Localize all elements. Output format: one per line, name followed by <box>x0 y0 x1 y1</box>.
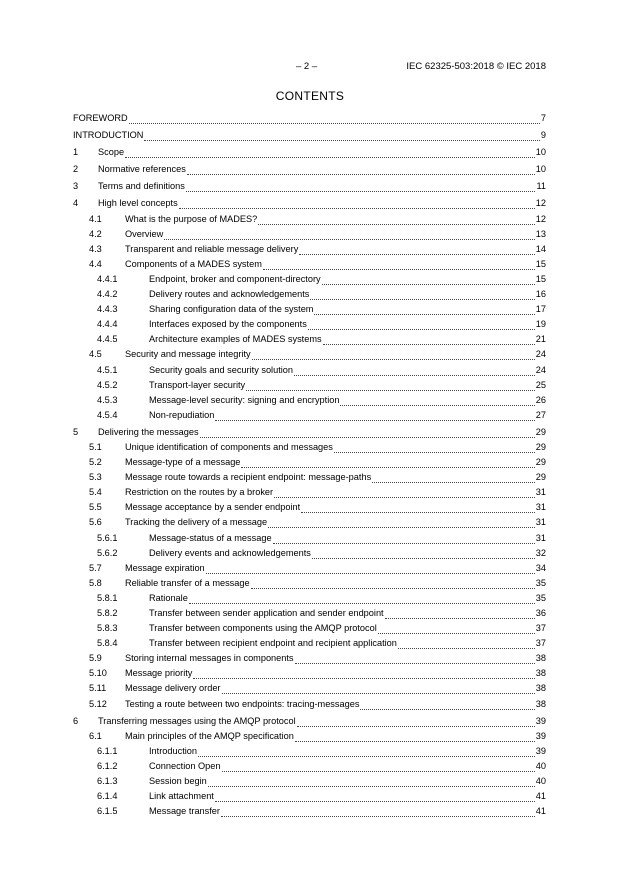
toc-entry[interactable] <box>73 559 546 574</box>
toc-entry-label: Interfaces exposed by the components <box>149 319 307 330</box>
toc-entry-page: 10 <box>535 147 546 158</box>
toc-entry[interactable] <box>73 406 546 421</box>
toc-entry-label: Message transfer <box>149 806 220 817</box>
toc-entry-page: 37 <box>535 638 546 649</box>
toc-entry-label: Rationale <box>149 592 188 603</box>
page-number: – 2 – <box>296 61 318 72</box>
toc-entry-number: 5 <box>73 426 79 437</box>
toc-entry-number: 4.3 <box>89 243 102 254</box>
toc-entry-label: Transferring messages using the AMQP protocol <box>98 715 296 726</box>
toc-entry-label: Delivery routes and acknowledgements <box>149 289 310 300</box>
toc-entry-page: 13 <box>535 228 546 239</box>
dot-leader <box>297 718 535 727</box>
dot-leader <box>258 216 535 225</box>
toc-entry-number: 6 <box>73 715 79 726</box>
toc-entry-label: Reliable transfer of a message <box>125 577 250 588</box>
toc-entry-number: 6.1.3 <box>97 776 118 787</box>
dot-leader <box>206 565 535 574</box>
toc-entry-number: 5.3 <box>89 472 102 483</box>
toc-entry-label: Message acceptance by a sender endpoint <box>125 502 301 513</box>
toc-entry-number: 4.5.4 <box>97 409 118 420</box>
toc-entry[interactable] <box>73 141 546 158</box>
toc-entry-label: Non-repudiation <box>149 409 215 420</box>
dot-leader <box>144 132 539 141</box>
toc-entry-label: Session begin <box>149 776 207 787</box>
toc-entry-label: What is the purpose of MADES? <box>125 213 258 224</box>
toc-entry-number: 3 <box>73 181 79 192</box>
toc-entry[interactable] <box>73 158 546 175</box>
toc-entry-label: Message expiration <box>125 562 205 573</box>
dot-leader <box>208 778 535 787</box>
toc-entry-page: 15 <box>535 258 546 269</box>
dot-leader <box>241 459 534 468</box>
toc-entry-number: 5.1 <box>89 441 102 452</box>
dot-leader <box>215 412 534 421</box>
dot-leader <box>372 474 535 483</box>
dot-leader <box>274 489 535 498</box>
dot-leader <box>252 351 535 360</box>
toc-entry[interactable] <box>73 589 546 604</box>
toc-entry-number: 4 <box>73 198 79 209</box>
toc-entry-page: 36 <box>535 608 546 618</box>
toc-entry-number: 4.5.1 <box>97 364 118 375</box>
toc-entry-page: 39 <box>535 730 546 741</box>
toc-entry-page: 29 <box>535 426 546 437</box>
toc-entry-label: Transfer between sender application and sender endpoint <box>149 608 384 618</box>
toc-entry-page: 24 <box>535 349 546 360</box>
toc-entry-page: 7 <box>540 113 546 123</box>
toc-entry[interactable] <box>73 757 546 772</box>
toc-entry[interactable] <box>73 360 546 375</box>
toc-entry-page: 32 <box>535 547 546 558</box>
toc-entry[interactable] <box>73 124 546 141</box>
toc-entry-label: Main principles of the AMQP specification <box>125 730 294 741</box>
toc-entry-number: 6.1.2 <box>97 760 118 771</box>
toc-entry-page: 31 <box>535 517 546 528</box>
toc-entry-page: 14 <box>535 243 546 254</box>
toc-entry-number: 6.1.1 <box>97 745 118 756</box>
dot-leader <box>378 625 535 634</box>
toc-entry[interactable] <box>73 240 546 255</box>
toc-entry[interactable] <box>73 192 546 209</box>
toc-entry-page: 31 <box>535 532 546 543</box>
toc-entry[interactable] <box>73 113 546 124</box>
document-id: IEC 62325-503:2018 © IEC 2018 <box>406 61 546 72</box>
page-header <box>0 61 620 75</box>
dot-leader <box>314 306 534 315</box>
toc-entry-number: 5.8.2 <box>97 608 118 618</box>
toc-entry-label: INTRODUCTION <box>73 130 144 141</box>
toc-entry-page: 40 <box>535 760 546 771</box>
toc-entry-label: Security and message integrity <box>125 349 251 360</box>
toc-entry-number: 4.4 <box>89 258 102 269</box>
toc-entry-number: 4.4.2 <box>97 289 118 300</box>
toc-entry-page: 38 <box>535 668 546 679</box>
dot-leader <box>193 670 534 679</box>
toc-entry-label: Tracking the delivery of a message <box>125 517 268 528</box>
toc-entry-number: 4.5.2 <box>97 379 118 390</box>
toc-entry-number: 4.5.3 <box>97 394 118 405</box>
toc-entry-label: Sharing configuration data of the system <box>149 304 314 315</box>
toc-entry-label: Security goals and security solution <box>149 364 294 375</box>
toc-entry-label: Connection Open <box>149 760 221 771</box>
toc-entry-number: 5.9 <box>89 653 102 664</box>
toc-entry-label: Delivery events and acknowledgements <box>149 547 311 558</box>
dot-leader <box>222 685 535 694</box>
toc-entry-page: 38 <box>535 653 546 664</box>
toc-entry[interactable] <box>73 574 546 589</box>
toc-entry[interactable] <box>73 694 546 709</box>
dot-leader <box>294 367 535 376</box>
toc-entry-label: FOREWORD <box>73 113 128 123</box>
toc-entry-page: 12 <box>535 198 546 209</box>
toc-entry[interactable] <box>73 772 546 787</box>
toc-entry[interactable] <box>73 345 546 360</box>
toc-entry[interactable] <box>73 391 546 406</box>
table-of-contents <box>73 113 546 817</box>
toc-entry[interactable] <box>73 453 546 468</box>
toc-entry[interactable] <box>73 225 546 240</box>
toc-entry-label: Testing a route between two endpoints: tracing-messages <box>125 698 360 709</box>
dot-leader <box>273 535 535 544</box>
toc-entry-number: 5.8 <box>89 577 102 588</box>
toc-entry-page: 31 <box>535 487 546 498</box>
dot-leader <box>385 610 535 619</box>
toc-entry-page: 25 <box>535 379 546 390</box>
toc-entry[interactable] <box>73 649 546 664</box>
toc-entry-page: 15 <box>535 273 546 284</box>
toc-entry-number: 1 <box>73 147 79 158</box>
toc-entry-page: 9 <box>540 130 546 141</box>
toc-entry[interactable] <box>73 285 546 300</box>
dot-leader <box>164 231 534 240</box>
toc-entry-page: 11 <box>536 181 546 192</box>
toc-entry-label: Transparent and reliable message delivery <box>125 243 299 254</box>
toc-entry[interactable] <box>73 664 546 679</box>
toc-entry[interactable] <box>73 528 546 543</box>
toc-entry-page: 40 <box>535 776 546 787</box>
dot-leader <box>310 291 534 300</box>
toc-entry[interactable] <box>73 300 546 315</box>
toc-entry-number: 5.8.3 <box>97 623 118 634</box>
toc-entry-label: Endpoint, broker and component-directory <box>149 273 321 284</box>
dot-leader <box>334 444 535 453</box>
toc-entry-label: Storing internal messages in components <box>125 653 294 664</box>
toc-entry[interactable] <box>73 270 546 285</box>
toc-entry[interactable] <box>73 421 546 438</box>
toc-entry-label: Terms and definitions <box>98 181 185 192</box>
toc-entry-number: 5.7 <box>89 562 102 573</box>
toc-entry-label: Architecture examples of MADES systems <box>149 334 322 345</box>
toc-entry-number: 5.5 <box>89 502 102 513</box>
toc-entry-page: 35 <box>535 577 546 588</box>
toc-entry-label: Transport-layer security <box>149 379 246 390</box>
toc-entry[interactable] <box>73 802 546 817</box>
toc-entry[interactable] <box>73 787 546 802</box>
toc-entry-page: 37 <box>535 623 546 634</box>
dot-leader <box>221 808 535 817</box>
dot-leader <box>186 183 536 192</box>
toc-entry-page: 39 <box>535 745 546 756</box>
toc-entry-label: Message route towards a recipient endpoint: message-paths <box>125 472 372 483</box>
dot-leader <box>222 763 535 772</box>
toc-entry[interactable] <box>73 634 546 649</box>
toc-entry[interactable] <box>73 727 546 742</box>
dot-leader <box>187 166 535 175</box>
dot-leader <box>295 733 535 742</box>
toc-entry-page: 26 <box>535 394 546 405</box>
dot-leader <box>323 336 535 345</box>
toc-entry-number: 4.4.4 <box>97 319 118 330</box>
dot-leader <box>268 519 535 528</box>
toc-entry-page: 16 <box>535 289 546 300</box>
toc-entry-page: 34 <box>535 562 546 573</box>
toc-entry-number: 4.4.1 <box>97 273 118 284</box>
toc-entry-label: Message delivery order <box>125 683 221 694</box>
toc-entry-page: 41 <box>535 791 546 802</box>
toc-entry[interactable] <box>73 498 546 513</box>
toc-entry-label: Link attachment <box>149 791 214 802</box>
toc-entry-number: 2 <box>73 164 79 175</box>
toc-entry[interactable] <box>73 315 546 330</box>
toc-entry-label: Transfer between components using the AMQP protocol <box>149 623 377 634</box>
dot-leader <box>263 261 535 270</box>
toc-entry-label: Components of a MADES system <box>125 258 262 269</box>
toc-entry-number: 4.4.5 <box>97 334 118 345</box>
toc-entry-label: Delivering the messages <box>98 426 199 437</box>
dot-leader <box>215 793 535 802</box>
toc-entry-number: 5.4 <box>89 487 102 498</box>
toc-entry-label: Transfer between recipient endpoint and recipient application <box>149 638 397 649</box>
toc-entry-label: Unique identification of components and messages <box>125 441 333 452</box>
dot-leader <box>360 701 534 710</box>
toc-entry-number: 5.6 <box>89 517 102 528</box>
dot-leader <box>179 200 535 209</box>
toc-entry-number: 5.12 <box>89 698 107 709</box>
toc-entry-label: Restriction on the routes by a broker <box>125 487 274 498</box>
toc-entry-page: 12 <box>535 213 546 224</box>
dot-leader <box>398 640 535 649</box>
toc-entry-number: 5.2 <box>89 457 102 468</box>
toc-entry-number: 6.1.4 <box>97 791 118 802</box>
toc-entry[interactable] <box>73 513 546 528</box>
toc-entry-page: 31 <box>535 502 546 513</box>
toc-entry[interactable] <box>73 710 546 727</box>
toc-entry[interactable] <box>73 604 546 619</box>
dot-leader <box>308 321 535 330</box>
toc-entry-number: 4.4.3 <box>97 304 118 315</box>
dot-leader <box>251 580 535 589</box>
toc-entry-number: 4.5 <box>89 349 102 360</box>
toc-entry-label: Message-status of a message <box>149 532 272 543</box>
dot-leader <box>295 655 535 664</box>
toc-entry[interactable] <box>73 544 546 559</box>
toc-entry-label: High level concepts <box>98 198 178 209</box>
dot-leader <box>189 595 535 604</box>
dot-leader <box>322 276 535 285</box>
toc-entry-number: 5.11 <box>89 683 107 694</box>
toc-entry-page: 27 <box>535 409 546 420</box>
toc-entry-number: 5.6.2 <box>97 547 118 558</box>
toc-entry-number: 5.10 <box>89 668 107 679</box>
toc-entry-page: 41 <box>535 806 546 817</box>
toc-entry[interactable] <box>73 255 546 270</box>
dot-leader <box>129 115 540 124</box>
toc-entry-page: 10 <box>535 164 546 175</box>
toc-entry-number: 5.8.4 <box>97 638 118 649</box>
toc-entry-page: 29 <box>535 457 546 468</box>
dot-leader <box>200 429 535 438</box>
toc-entry-label: Message priority <box>125 668 193 679</box>
toc-entry-page: 38 <box>535 683 546 694</box>
toc-entry-page: 29 <box>535 472 546 483</box>
toc-entry-page: 39 <box>535 715 546 726</box>
toc-entry-label: Message-level security: signing and encryption <box>149 394 340 405</box>
toc-entry-page: 21 <box>535 334 546 345</box>
toc-entry[interactable] <box>73 619 546 634</box>
toc-entry[interactable] <box>73 679 546 694</box>
toc-entry-number: 5.6.1 <box>97 532 118 543</box>
toc-entry-number: 6.1 <box>89 730 102 741</box>
toc-entry-page: 24 <box>535 364 546 375</box>
toc-entry[interactable] <box>73 468 546 483</box>
toc-entry-page: 29 <box>535 441 546 452</box>
toc-entry[interactable] <box>73 175 546 192</box>
toc-entry-page: 38 <box>535 698 546 709</box>
toc-entry-number: 6.1.5 <box>97 806 118 817</box>
toc-entry-page: 17 <box>535 304 546 315</box>
dot-leader <box>301 504 535 513</box>
dot-leader <box>198 748 535 757</box>
dot-leader <box>312 550 535 559</box>
toc-entry[interactable] <box>73 330 546 345</box>
toc-entry[interactable] <box>73 376 546 391</box>
toc-entry-label: Normative references <box>98 164 186 175</box>
toc-entry-label: Overview <box>125 228 164 239</box>
toc-entry-label: Message-type of a message <box>125 457 241 468</box>
toc-entry-number: 5.8.1 <box>97 592 118 603</box>
toc-entry-label: Scope <box>98 147 125 158</box>
toc-entry-page: 19 <box>535 319 546 330</box>
toc-entry[interactable] <box>73 742 546 757</box>
page-title: CONTENTS <box>275 89 345 103</box>
toc-entry[interactable] <box>73 438 546 453</box>
toc-entry-number: 4.1 <box>89 213 102 224</box>
dot-leader <box>299 246 534 255</box>
toc-entry-page: 35 <box>535 592 546 603</box>
toc-entry[interactable] <box>73 209 546 224</box>
dot-leader <box>125 149 535 158</box>
dot-leader <box>340 397 534 406</box>
toc-entry[interactable] <box>73 483 546 498</box>
toc-entry-number: 4.2 <box>89 228 102 239</box>
dot-leader <box>246 382 535 391</box>
toc-entry-label: Introduction <box>149 745 198 756</box>
